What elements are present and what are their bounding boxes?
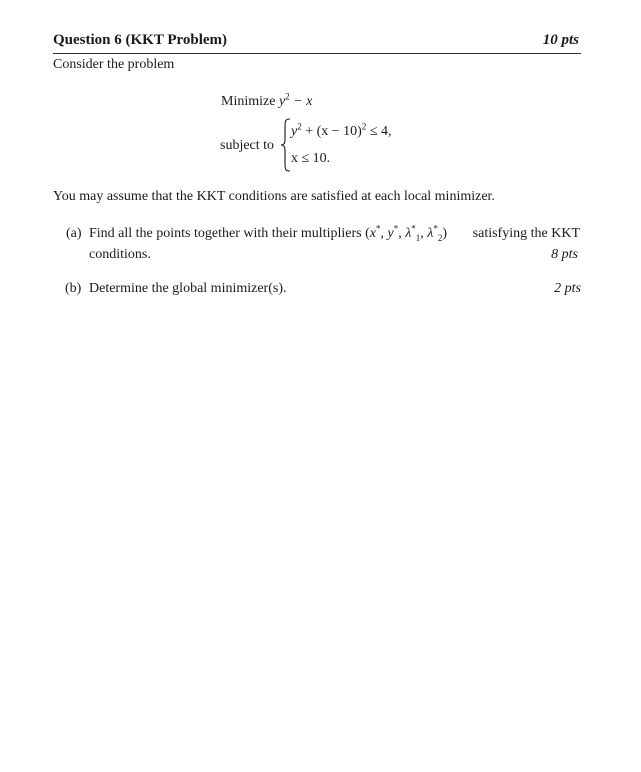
constraint-1-y: y [291, 124, 298, 139]
constraint-1-tail: ≤ 4, [366, 124, 392, 139]
subject-to-label: subject to [220, 138, 275, 153]
tuple-lambda-2: λ [427, 226, 434, 241]
part-b-label: (b) [65, 281, 82, 296]
objective-line [221, 91, 313, 110]
tuple-comma-1: , [380, 226, 388, 241]
question-points: 10 pts [542, 32, 579, 48]
tuple-lambda-1-star: * [411, 223, 416, 234]
tuple-open: ( [365, 226, 370, 241]
part-a-text: Find all the points together with their multipliers [89, 226, 366, 241]
title-rule [53, 53, 581, 54]
part-a-line1 [89, 223, 448, 243]
constraint-1-mid: + (x − 10) [301, 124, 362, 139]
objective-rest: − x [289, 94, 313, 109]
part-b-points: 2 pts [554, 281, 581, 296]
objective-y: y [278, 94, 286, 109]
tuple-x-star: * [375, 223, 381, 234]
part-a-points: 8 pts [551, 247, 578, 262]
tuple-y: y [387, 226, 394, 241]
part-b-text: Determine the global minimizer(s). [89, 281, 287, 296]
tuple-y-star: * [393, 223, 399, 234]
part-a-line2: conditions. [89, 247, 151, 262]
tuple-close: ) [442, 226, 448, 241]
objective-exponent: 2 [285, 91, 290, 102]
question-title: Question 6 (KKT Problem) [53, 32, 228, 48]
tuple-lambda-2-sub: 2 [437, 232, 443, 243]
tuple-lambda-2-star: * [433, 223, 438, 234]
tuple-lambda-1: λ [405, 226, 412, 241]
tuple-x: x [369, 226, 376, 241]
tuple-comma-3: , [420, 226, 428, 241]
constraint-2: x ≤ 10. [291, 151, 331, 166]
constraint-1-paren-exp: 2 [361, 121, 367, 132]
assumption-text: You may assume that the KKT conditions are satisfied at each local minimizer. [53, 189, 495, 204]
constraint-1-y-exp: 2 [297, 121, 302, 132]
part-a-label: (a) [66, 226, 82, 241]
part-a-text-tail: satisfying the KKT [472, 226, 580, 241]
intro-text: Consider the problem [53, 57, 175, 72]
tuple-comma-2: , [398, 226, 406, 241]
constraint-1 [291, 121, 392, 140]
minimize-word: Minimize [221, 94, 276, 109]
tuple-lambda-1-sub: 1 [415, 232, 421, 243]
